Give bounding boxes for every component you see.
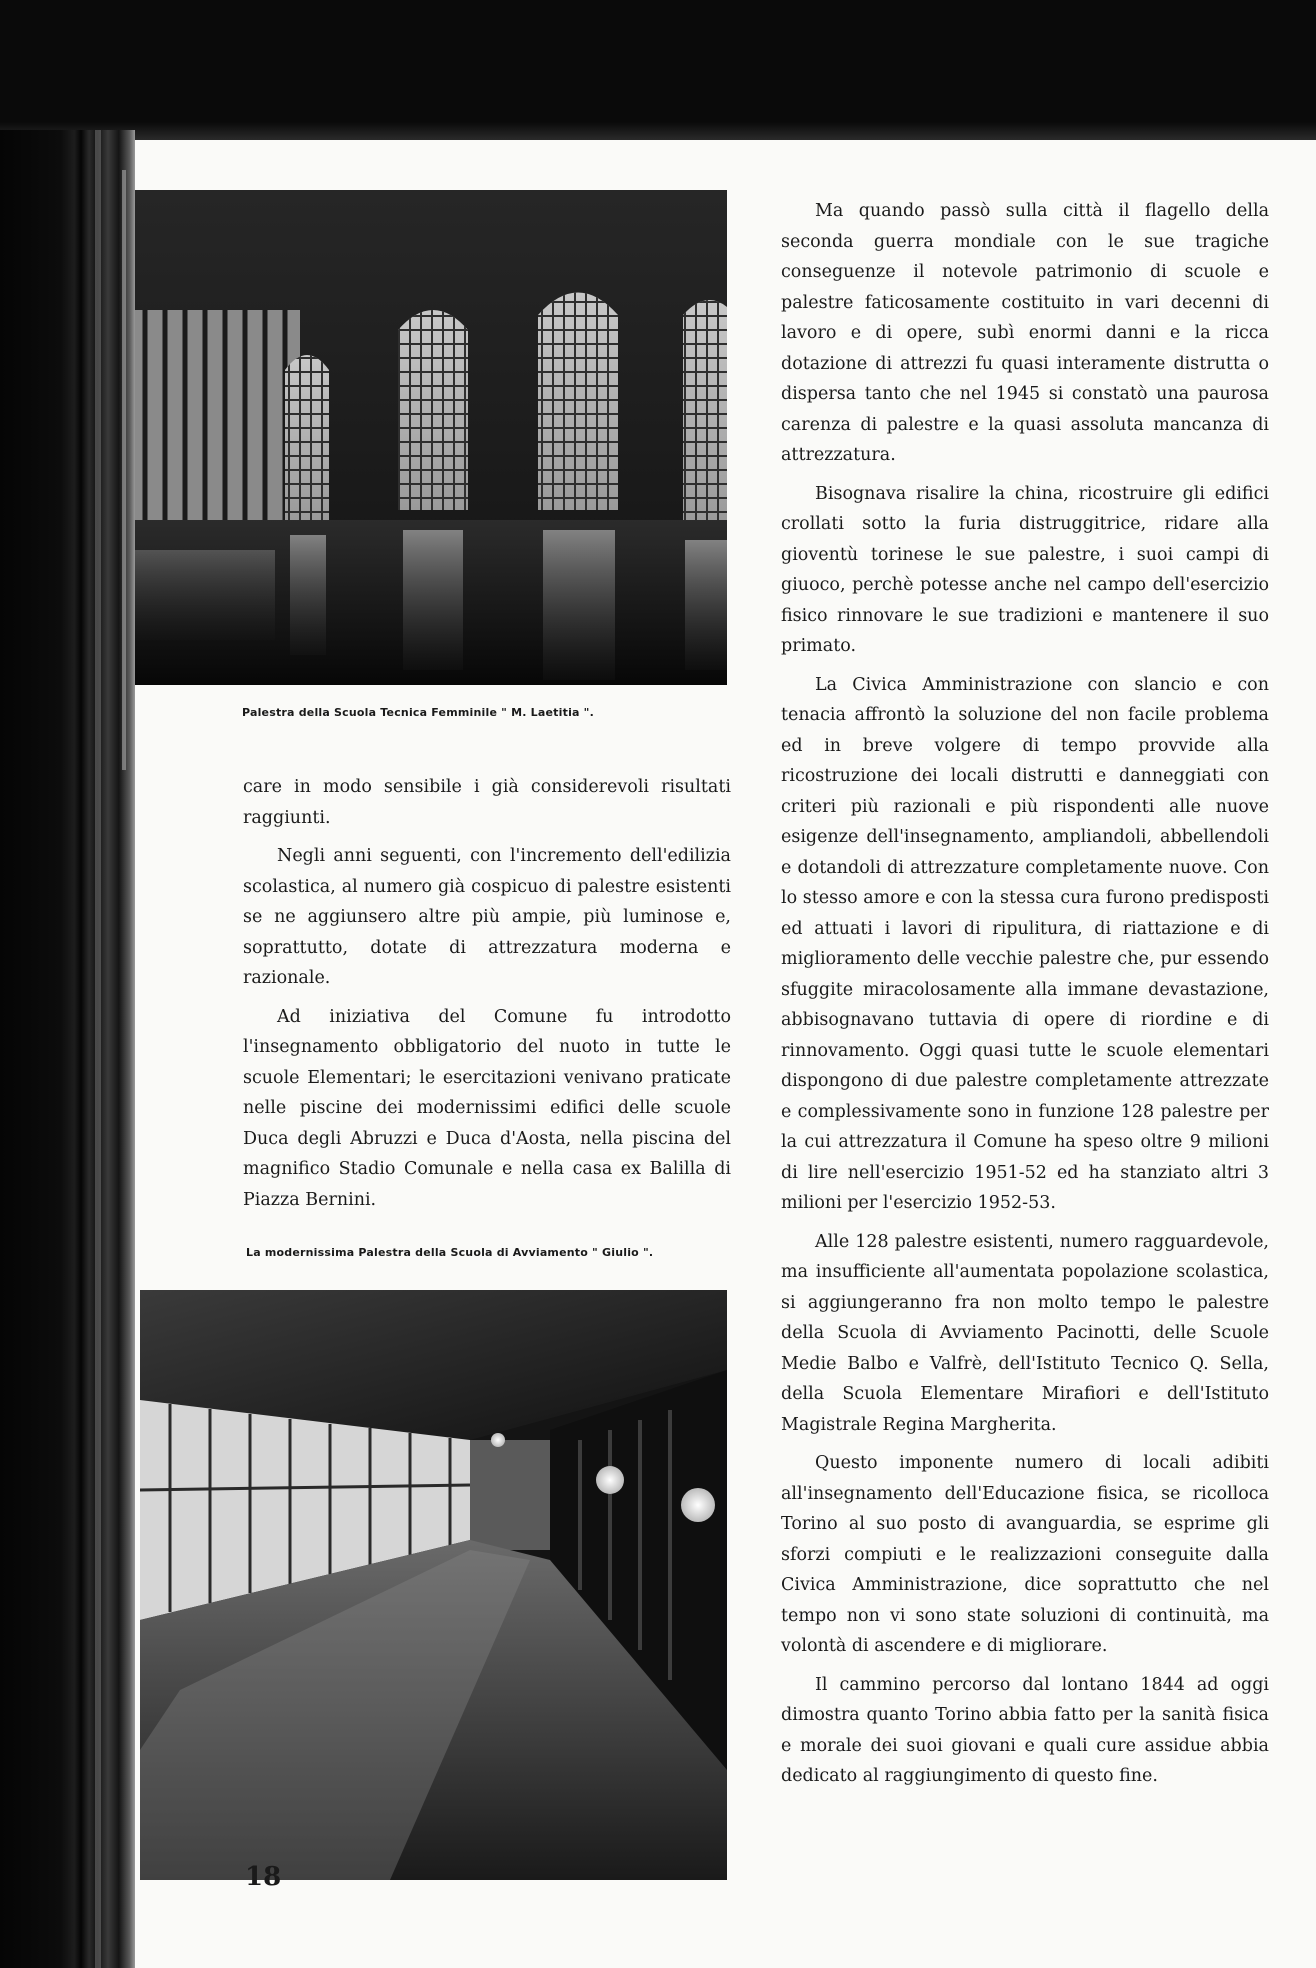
page-number: 18: [245, 1862, 282, 1892]
left-text-column: [243, 772, 731, 1215]
paragraph: Alle 128 palestre esistenti, numero ragguardevole, ma insufficiente all'aumentata popolazione scolastica, si aggiungeranno fra non molto tempo le palestre della Scuola di Avviamento Pacinotti, delle Scuole Medie Balbo e Valfrè, dell'Istituto Tecnico Q. Sella, della Scuola Elementare Mirafiori e dell'Istituto Magistrale Regina Margherita.: [781, 1231, 1269, 1435]
back-wall: [470, 1440, 550, 1550]
paragraph: Bisognava risalire la china, ricostruire gli edifici crollati sotto la furia distruggitrice, ridare alla gioventù torinese le sue palestre, i suoi campi di giuoco, perchè potesse anche nel campo dell'esercizio fisico rinnovare le sue tradizioni e mantenere il suo primato.: [781, 483, 1269, 656]
photo-caption-1: Palestra della Scuola Tecnica Femminile " M. Laetitia ".: [242, 706, 594, 719]
paragraph: Ad iniziativa del Comune fu introdotto l'insegnamento obbligatorio del nuoto in tutte le scuole Elementari; le esercitazioni venivano praticate nelle piscine dei modernissimi edifici delle scuole Duca degli Abruzzi e Duca d'Aosta, nella piscina del magnifico Stadio Comunale e nella casa ex Balilla di Piazza Bernini.: [243, 1006, 731, 1210]
book-spine-shadow: [0, 130, 135, 1968]
paragraph: Questo imponente numero di locali adibiti all'insegnamento dell'Educazione fisica, se ricolloca Torino al suo posto di avanguardia, se esprime gli sforzi compiuti e le realizzazioni conseguite dalla Civica Amministrazione, dice soprattutto che nel tempo non vi sono state soluzioni di continuità, ma volontà di ascendere e di migliorare.: [781, 1453, 1269, 1656]
right-text-column: [781, 196, 1269, 1792]
gym-hall-photo: [140, 1290, 727, 1880]
paragraph: Ma quando passò sulla città il flagello della seconda guerra mondiale con le sue tragiche conseguenze il notevole patrimonio di scuole e palestre faticosamente costituito in vari decenni di lavoro e di opere, subì enormi danni e la ricca dotazione di attrezzi fu quasi interamente distrutta o dispersa tanto che nel 1945 si constatò una paurosa carenza di palestre e la quasi assoluta mancanza di attrezzatura.: [781, 201, 1269, 465]
arched-window-3: [538, 293, 618, 511]
scan-top-shadow: [0, 0, 1316, 140]
photo-palestra-laetitia: [135, 190, 727, 685]
paragraph: Il cammino percorso dal lontano 1844 ad oggi dimostra quanto Torino abbia fatto per la sanità fisica e morale dei suoi giovani e quali cure assidue abbia dedicato al raggiungimento di questo fine.: [781, 1674, 1269, 1786]
arched-window-4: [683, 300, 727, 520]
arched-window-2: [398, 310, 468, 510]
photo-caption-2: La modernissima Palestra della Scuola di Avviamento " Giulio ".: [246, 1246, 654, 1259]
gym-windows-photo: [135, 190, 727, 685]
left-glass-wall: [135, 310, 300, 540]
arched-window-1: [285, 355, 329, 520]
photo-palestra-giulio: [140, 1290, 727, 1880]
paragraph: care in modo sensibile i già considerevoli risultati raggiunti.: [243, 777, 731, 828]
paragraph: La Civica Amministrazione con slancio e con tenacia affrontò la soluzione del non facile problema ed in breve volgere di tempo provvide alla ricostruzione dei locali distrutti e danneggiati con criteri più razionali e più rispondenti alle nuove esigenze dell'insegnamento, ampliandoli, abbellendoli e dotandoli di attrezzature completamente nuove. Con lo stesso amore e con la stessa cura furono predisposti ed attuati i lavori di ripulitura, di riattazione e di miglioramento delle vecchie palestre che, pur essendo sfuggite miracolosamente alla immane devastazione, abbisognavano tuttavia di opere di riordine e di rinnovamento. Oggi quasi tutte le scuole elementari dispongono di due palestre completamente attrezzate e complessivamente sono in funzione 128 palestre per la cui attrezzatura il Comune ha speso oltre 9 milioni di lire nell'esercizio 1951-52 ed ha stanziato altri 3 milioni per l'esercizio 1952-53.: [781, 674, 1269, 1213]
paragraph: Negli anni seguenti, con l'incremento dell'edilizia scolastica, al numero già cospicuo di palestre esistenti se ne aggiunsero altre più ampie, più luminose e, soprattutto, dotate di attrezzatura moderna e razionale.: [243, 846, 731, 988]
